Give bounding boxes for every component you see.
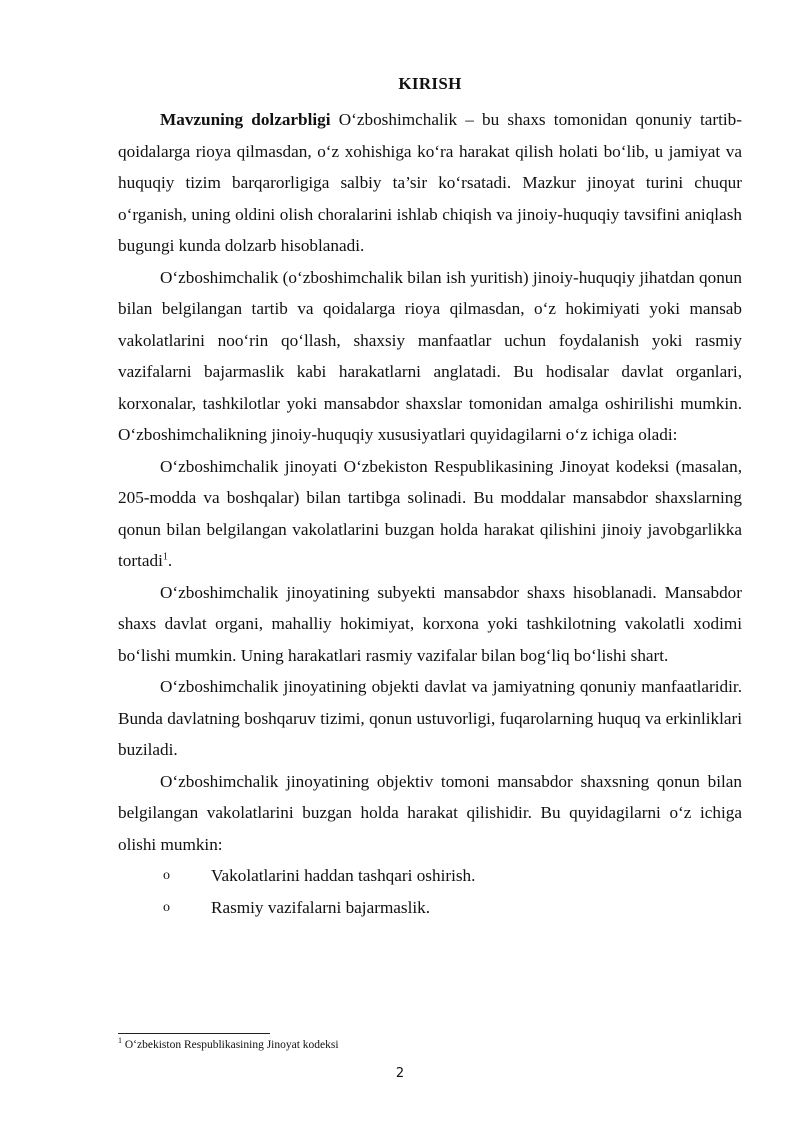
- bullet-list: [118, 860, 742, 923]
- footnote-number: 1: [118, 1036, 122, 1046]
- paragraph-object: O‘zboshimchalik jinoyatining objekti davlat va jamiyatning qonuniy manfaatlaridir. Bunda davlatning boshqaruv tizimi, qonun ustuvorligi, fuqarolarning huquq va erkinliklari buziladi.: [118, 677, 742, 759]
- paragraph-lead: Mavzuning dolzarbligi: [160, 110, 331, 129]
- paragraph-definition: O‘zboshimchalik (o‘zboshimchalik bilan ish yuritish) jinoiy-huquqiy jihatdan qonun bilan belgilangan tartib va qoidalarga rioya qilmasdan, o‘z hokimiyati yoki mansab vakolatlarini noo‘rin qo‘llash, shaxsiy manfaatlar uchun foydalanish yoki rasmiy vazifalarni bajarmaslik kabi harakatlarni anglatadi. Bu hodisalar davlat organlari, korxonalar, tashkilotlar yoki mansabdor shaxslar tomonidan amalga oshirilishi mumkin. O‘zboshimchalikning jinoiy-huquqiy xususiyatlari quyidagilarni o‘z ichiga oladi:: [118, 267, 742, 444]
- footnote-separator: [118, 1033, 270, 1034]
- page-title: KIRISH: [398, 74, 462, 93]
- footnote-reference[interactable]: 1: [162, 551, 168, 563]
- list-item-text: Vakolatlarini haddan tashqari oshirish.: [211, 866, 476, 885]
- paragraph-subject: O‘zboshimchalik jinoyatining subyekti mansabdor shaxs hisoblanadi. Mansabdor shaxs davlat organi, mahalliy hokimiyat, korxona yoki tashkilotning vakolatli xodimi bo‘lishi mumkin. Uning harakatlari rasmiy vazifalar bilan bog‘liq bo‘lishi shart.: [118, 582, 742, 665]
- list-item-text: Rasmiy vazifalarni bajarmaslik.: [211, 897, 431, 917]
- paragraph-legal-basis: [118, 451, 742, 577]
- paragraph-tail: .: [167, 551, 173, 570]
- paragraph-text: O‘zboshimchalik – bu shaxs tomonidan qonuniy tartib-qoidalarga rioya qilmasdan, o‘z xohishiga ko‘ra harakat qilish holati bo‘lib, u jamiyat va huquqiy tizim barqarorligiga salbiy ta’sir ko‘rsatadi. Mazkur jinoyat turini chuqur o‘rganish, uning oldini olish choralarini ishlab chiqish va jinoiy-huquqiy tavsifini aniqlash bugungi kunda dolzarb hisoblanadi.: [118, 110, 743, 255]
- list-item: [118, 892, 742, 924]
- bullet-marker: o: [163, 899, 170, 915]
- footnote-text: O‘zbekiston Respublikasining Jinoyat kodeksi: [122, 1039, 339, 1051]
- bullet-marker: o: [163, 868, 170, 883]
- paragraph-objective-side: O‘zboshimchalik jinoyatining objektiv tomoni mansabdor shaxsning qonun bilan belgilangan vakolatlarini buzgan holda harakat qilishidir. Bu quyidagilarni o‘z ichiga olishi mumkin:: [118, 771, 742, 854]
- list-item: [118, 860, 742, 892]
- footnote: [118, 1036, 339, 1051]
- document-body: [118, 104, 742, 923]
- paragraph-text: O‘zboshimchalik jinoyati O‘zbekiston Respublikasining Jinoyat kodeksi (masalan, 205-modda va boshqalar) bilan tartibga solinadi. Bu moddalar mansabdor shaxslarning qonun bilan belgilangan vakolatlarini buzgan holda harakat qilishini jinoiy javobgarlikka tortadi: [118, 456, 742, 570]
- page-number: 2: [395, 1066, 405, 1081]
- paragraph-relevance: [118, 104, 742, 262]
